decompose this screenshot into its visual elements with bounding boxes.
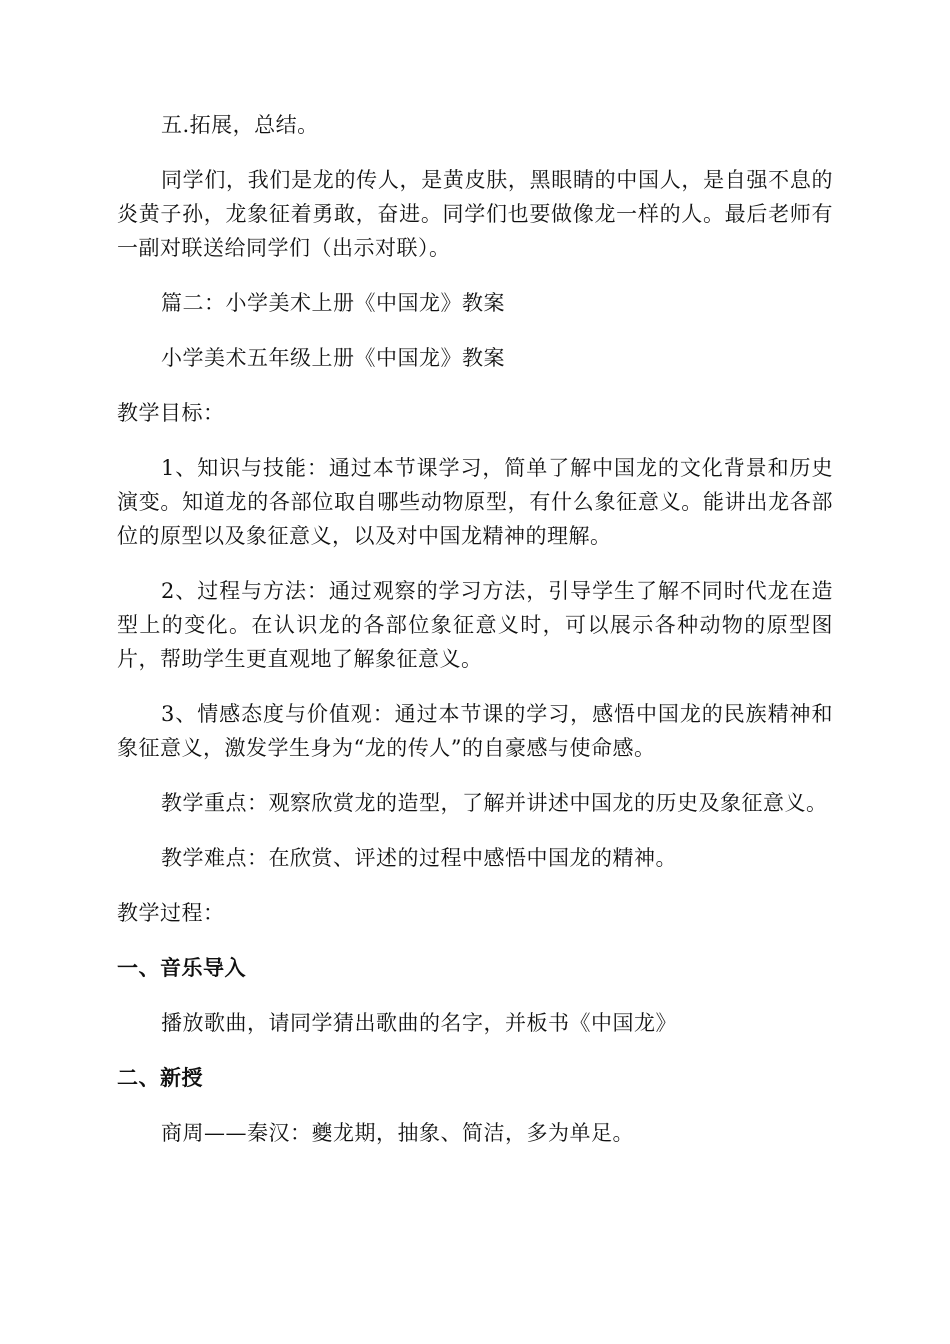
document-body xyxy=(117,108,833,1150)
paragraph-lesson-title: 小学美术五年级上册《中国龙》教案 xyxy=(161,346,505,370)
paragraph-goal-emotion: 3、情感态度与价值观：通过本节课的学习，感悟中国龙的民族精神和象征意义，激发学生身为“龙的传人”的自豪感与使命感。 xyxy=(117,702,833,760)
paragraph-summary-heading: 五.拓展，总结。 xyxy=(161,113,319,137)
paragraph-teaching-goals-label: 教学目标： xyxy=(117,401,225,425)
paragraph-goal-knowledge: 1、知识与技能：通过本节课学习，简单了解中国龙的文化背景和历史演变。知道龙的各部位取自哪些动物原型，有什么象征意义。能讲出龙各部位的原型以及象征意义，以及对中国龙精神的理解。 xyxy=(117,456,833,548)
paragraph-music-intro: 播放歌曲，请同学猜出歌曲的名字，并板书《中国龙》 xyxy=(161,1011,677,1035)
paragraph-teaching-focus: 教学重点：观察欣赏龙的造型，了解并讲述中国龙的历史及象征意义。 xyxy=(161,791,828,815)
paragraph-goal-process: 2、过程与方法：通过观察的学习方法，引导学生了解不同时代龙在造型上的变化。在认识龙的各部位象征意义时，可以展示各种动物的原型图片，帮助学生更直观地了解象征意义。 xyxy=(117,579,833,671)
section-heading-new-lesson: 二、新授 xyxy=(117,1066,203,1090)
paragraph-teaching-difficulty: 教学难点：在欣赏、评述的过程中感悟中国龙的精神。 xyxy=(161,846,677,870)
paragraph-summary: 同学们，我们是龙的传人，是黄皮肤，黑眼睛的中国人，是自强不息的炎黄子孙，龙象征着勇敢，奋进。同学们也要做像龙一样的人。最后老师有一副对联送给同学们（出示对联）。 xyxy=(117,168,833,260)
paragraph-part-two-title: 篇二：小学美术上册《中国龙》教案 xyxy=(161,291,505,315)
section-heading-music-intro: 一、音乐导入 xyxy=(117,956,246,980)
paragraph-teaching-process-label: 教学过程： xyxy=(117,901,225,925)
paragraph-shang-zhou-qin-han: 商周——秦汉：夔龙期，抽象、简洁，多为单足。 xyxy=(161,1121,634,1145)
